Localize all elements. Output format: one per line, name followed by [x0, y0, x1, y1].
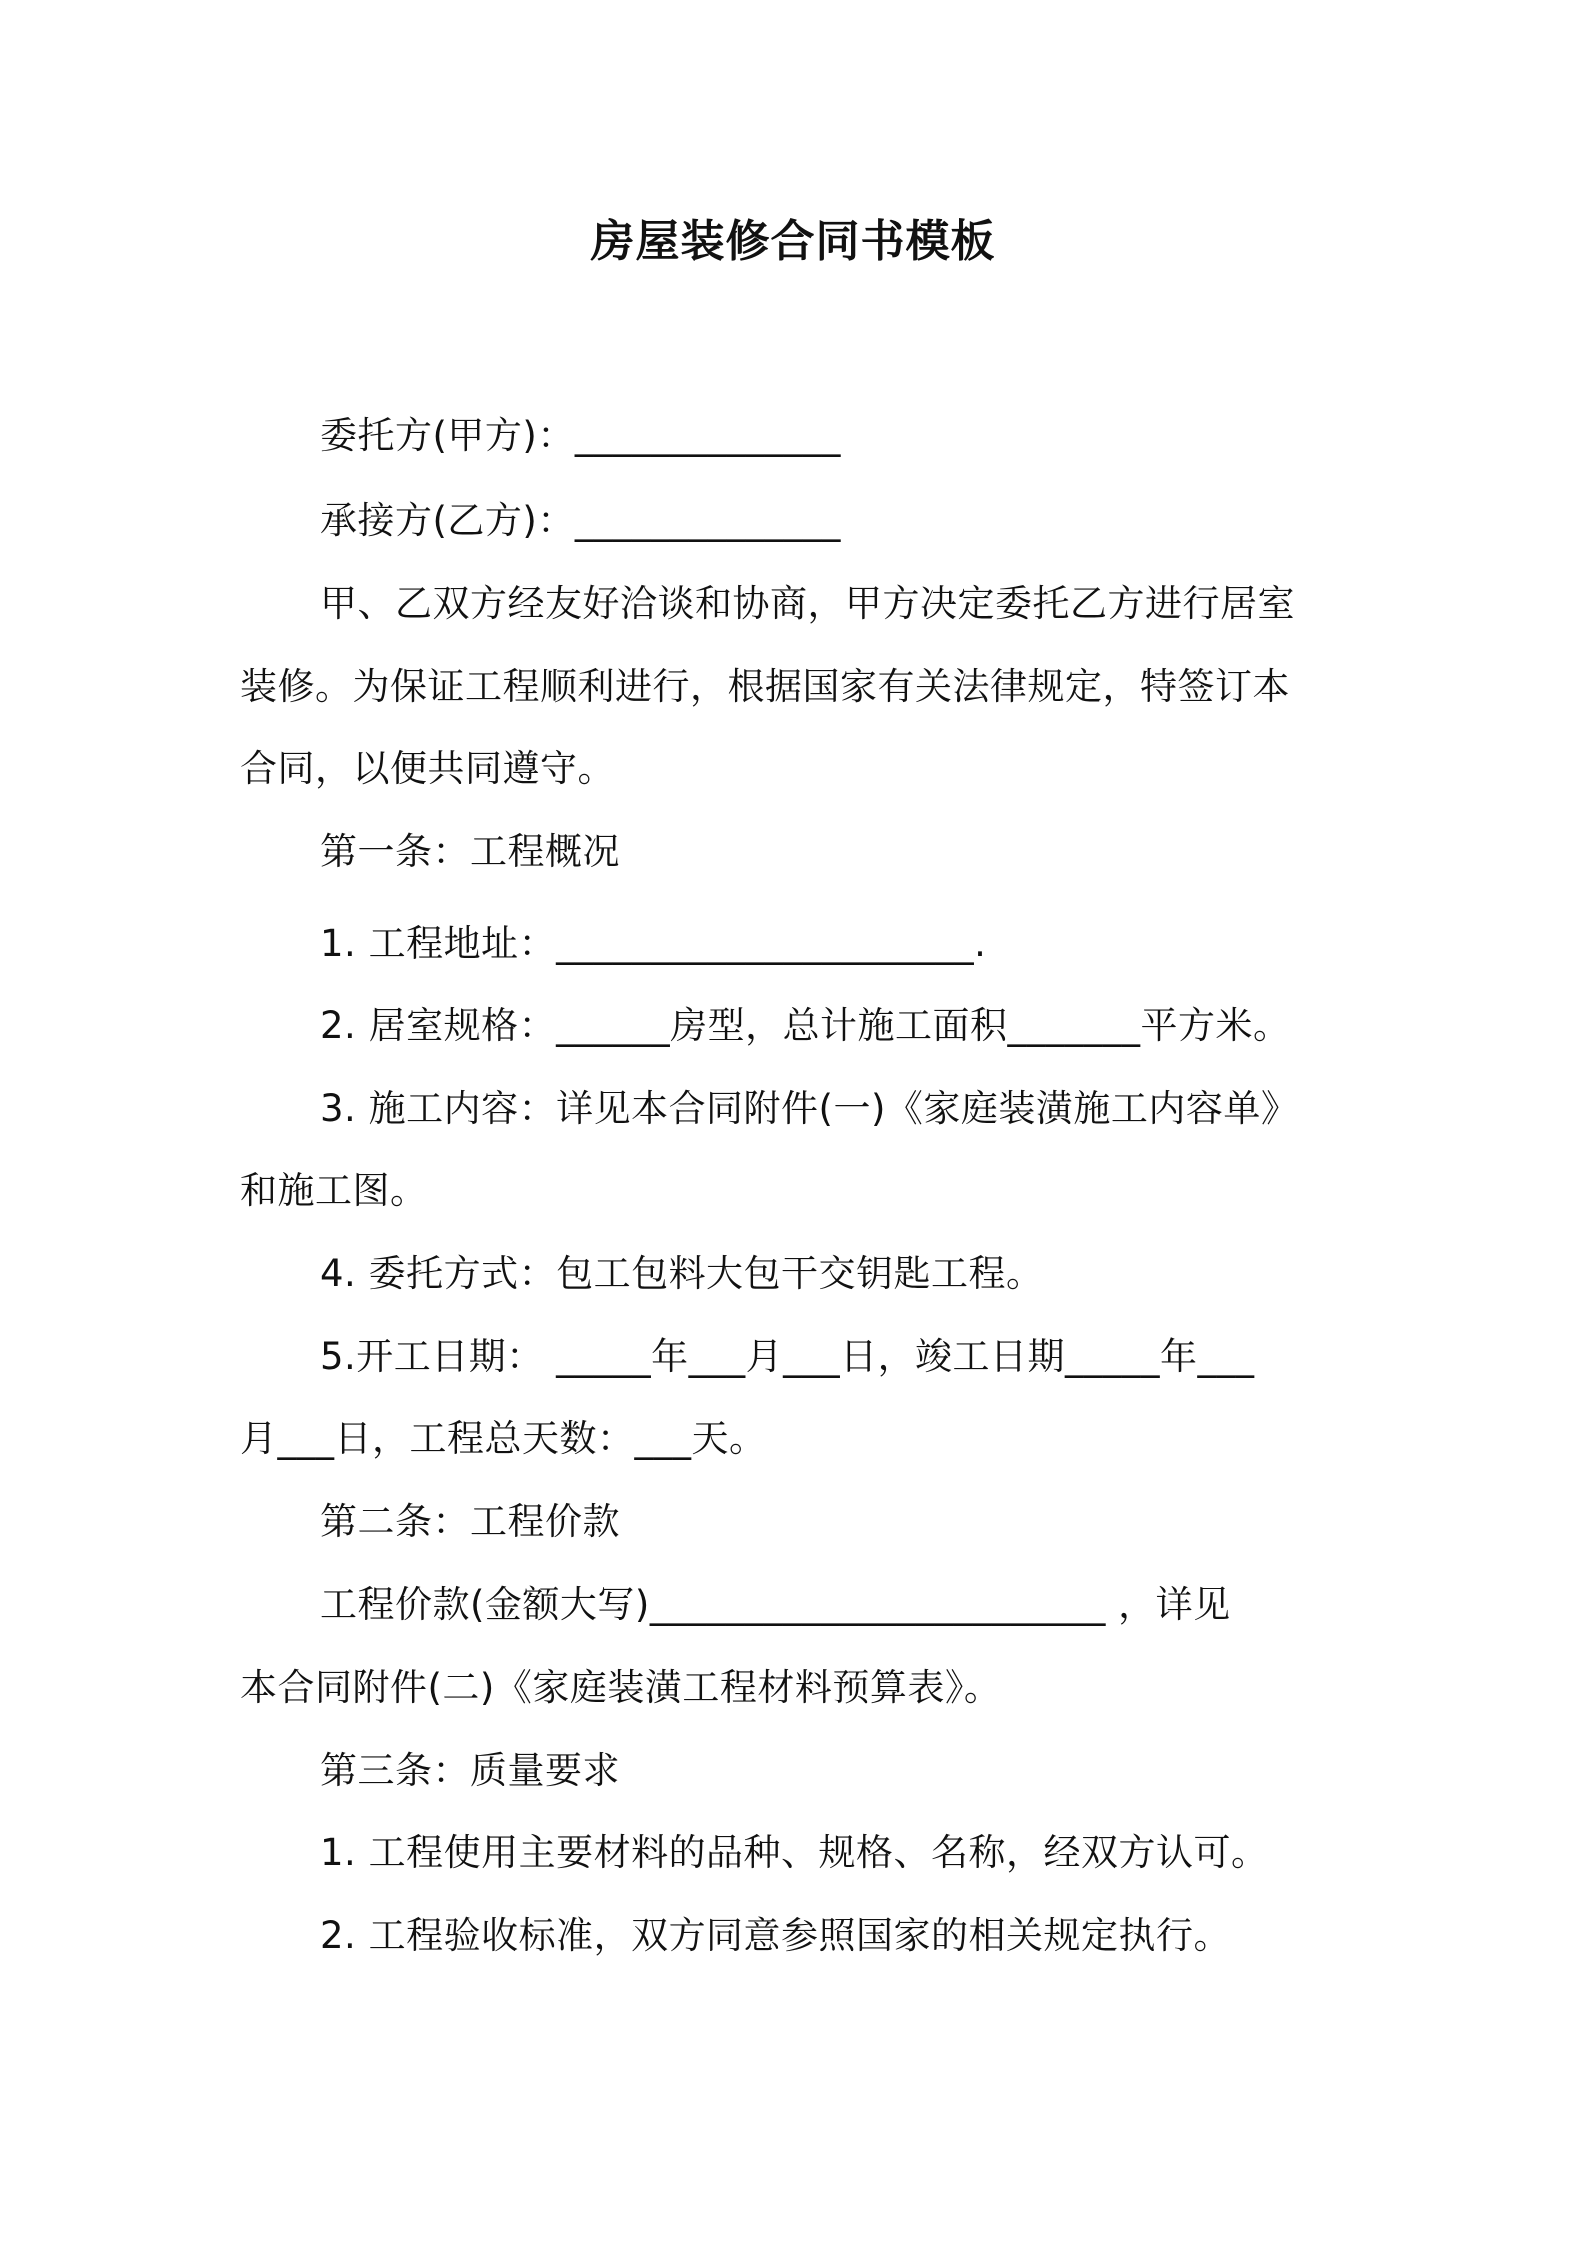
article-1-item-5-line-2: 月___日，工程总天数：___天。 — [240, 1417, 767, 1460]
article-1-item-3-line-2: 和施工图。 — [240, 1169, 428, 1212]
article-3-heading: 第三条：质量要求 — [320, 1749, 620, 1792]
article-1-item-2: 2. 居室规格：______房型，总计施工面积_______平方米。 — [320, 1004, 1291, 1047]
article-1-item-5-line-1: 5.开工日期： _____年___月___日，竣工日期_____年___ — [320, 1335, 1255, 1378]
article-1-item-3-line-1: 3. 施工内容：详见本合同附件(一)《家庭装潢施工内容单》 — [320, 1087, 1299, 1130]
article-2-heading: 第二条：工程价款 — [320, 1500, 620, 1543]
article-1-item-1: 1. 工程地址：______________________. — [320, 922, 987, 965]
article-2-price-line-1: 工程价款(金额大写)________________________ ，详见 — [320, 1583, 1231, 1626]
intro-paragraph-line-1: 甲、乙双方经友好洽谈和协商，甲方决定委托乙方进行居室 — [320, 582, 1295, 625]
article-1-heading: 第一条：工程概况 — [320, 830, 620, 873]
article-2-price-line-2: 本合同附件(二)《家庭装潢工程材料预算表》。 — [240, 1666, 1002, 1709]
article-1-item-4: 4. 委托方式：包工包料大包干交钥匙工程。 — [320, 1252, 1044, 1295]
party-b-line: 承接方(乙方)：______________ — [320, 499, 841, 542]
intro-paragraph-line-2: 装修。为保证工程顺利进行，根据国家有关法律规定，特签订本 — [240, 665, 1290, 708]
party-a-line: 委托方(甲方)：______________ — [320, 414, 841, 457]
article-3-item-1: 1. 工程使用主要材料的品种、规格、名称，经双方认可。 — [320, 1831, 1269, 1874]
article-3-item-2: 2. 工程验收标准，双方同意参照国家的相关规定执行。 — [320, 1914, 1232, 1957]
document-title: 房屋装修合同书模板 — [590, 216, 996, 267]
intro-paragraph-line-3: 合同，以便共同遵守。 — [240, 747, 615, 790]
